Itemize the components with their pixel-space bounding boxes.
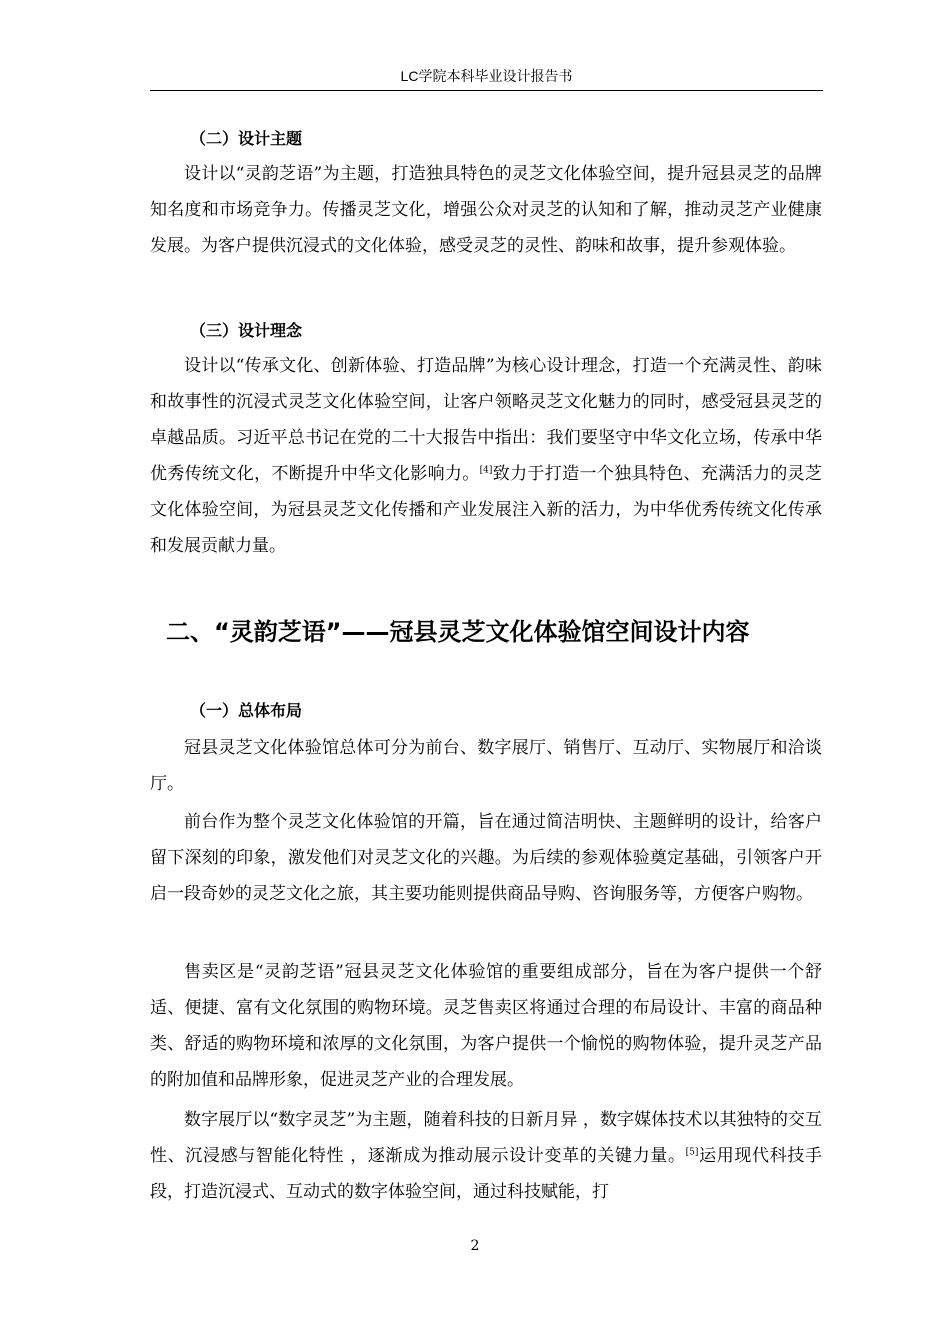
header-divider (150, 90, 823, 91)
paragraph-front-desk: 前台作为整个灵芝文化体验馆的开篇，旨在通过简洁明快、主题鲜明的设计，给客户留下深刻的印象，激发他们对灵芝文化的兴趣。为后续的参观体验奠定基础，引领客户开启一段奇妙的灵芝文化之旅，其主要功能则提供商品导购、咨询服务等，方便客户购物。 (150, 812, 822, 904)
digital-text-part2: 运用现代科技手段，打造沉浸式、互动式的数字体验空间，通过科技赋能，打 (150, 1146, 822, 1202)
chapter-title: 二、“灵韵芝语”——冠县灵芝文化体验馆空间设计内容 (166, 618, 750, 646)
page-number: 2 (470, 1238, 480, 1254)
citation-4: [4] (479, 465, 493, 476)
page-header: LC学院本科毕业设计报告书 (400, 68, 573, 84)
paragraph-sales-area: 售卖区是“灵韵芝语”冠县灵芝文化体验馆的重要组成部分，旨在为客户提供一个舒适、便捷、富有文化氛围的购物环境。灵芝售卖区将通过合理的布局设计、丰富的商品种类、舒适的购物环境和浓厚的文化氛围，为客户提供一个愉悦的购物体验，提升灵芝产品的附加值和品牌形象，促进灵芝产业的合理发展。 (150, 962, 822, 1090)
paragraph-design-concept (150, 348, 822, 564)
paragraph-layout-overview: 冠县灵芝文化体验馆总体可分为前台、数字展厅、销售厅、互动厅、实物展厅和洽谈厅。 (150, 738, 822, 794)
concept-text-part1: 设计以“传承文化、创新体验、打造品牌”为核心设计理念，打造一个充满灵性、韵味和故事性的沉浸式灵芝文化体验空间，让客户领略灵芝文化魅力的同时，感受冠县灵芝的卓越品质。习近平总书记在党的二十大报告中指出：我们要坚守中华文化立场，传承中华优秀传统文化，不断提升中华文化影响力。 (150, 356, 822, 484)
paragraph-digital-hall (150, 1102, 822, 1210)
concept-text-part2: 致力于打造一个独具特色、充满活力的灵芝文化体验空间，为冠县灵芝文化传播和产业发展注入新的活力，为中华优秀传统文化传承和发展贡献力量。 (150, 464, 822, 556)
paragraph-design-theme: 设计以“灵韵芝语”为主题，打造独具特色的灵芝文化体验空间，提升冠县灵芝的品牌知名度和市场竞争力。传播灵芝文化，增强公众对灵芝的认知和了解，推动灵芝产业健康发展。为客户提供沉浸式的文化体验，感受灵芝的灵性、韵味和故事，提升参观体验。 (150, 164, 822, 256)
section-heading-design-concept: （三）设计理念 (190, 321, 303, 340)
citation-5: [5] (685, 1147, 699, 1158)
section-heading-overall-layout: （一）总体布局 (190, 701, 303, 720)
digital-text-part1: 数字展厅以“数字灵芝”为主题，随着科技的日新月异 ，数字媒体技术以其独特的交互性、沉浸感与智能化特性 ，逐渐成为推动展示设计变革的关键力量。 (150, 1110, 822, 1166)
section-heading-design-theme: （二）设计主题 (190, 129, 303, 148)
